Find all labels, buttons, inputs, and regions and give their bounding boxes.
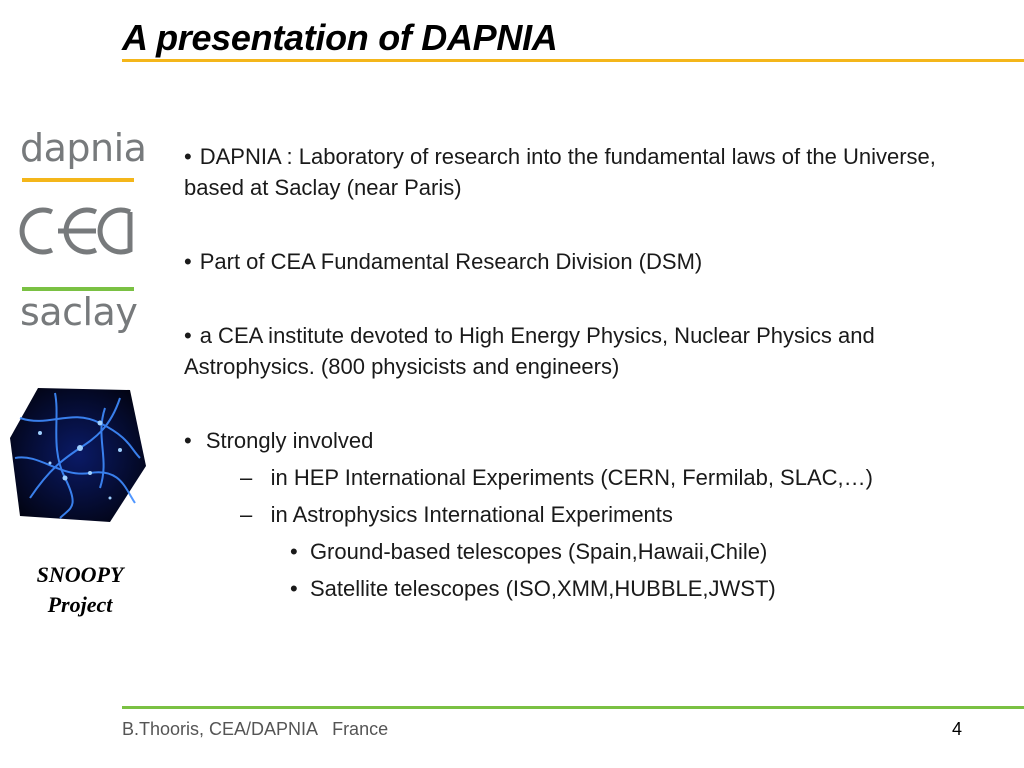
slide-title: A presentation of DAPNIA — [122, 17, 558, 58]
bullet-text: DAPNIA : Laboratory of research into the fundamental laws of the Universe, based at Saclay (near Paris) — [184, 144, 936, 200]
sub-sub-bullet-item — [184, 573, 974, 604]
bullet-item — [184, 425, 974, 456]
bullet-item — [184, 246, 974, 277]
footer-author: B.Thooris, CEA/DAPNIA France — [122, 719, 389, 739]
sub-sub-bullet-text: Ground-based telescopes (Spain,Hawaii,Chile) — [309, 539, 768, 564]
page-number: 4 — [952, 719, 963, 739]
sub-bullet-text: in HEP International Experiments (CERN, Fermilab, SLAC,…) — [270, 465, 873, 490]
sub-bullet-item — [184, 499, 974, 530]
bullet-item — [184, 141, 974, 203]
bullet-marker: • — [290, 539, 298, 564]
bullet-marker: • — [290, 576, 298, 601]
saclay-logo: saclay — [20, 290, 138, 334]
footer-rule — [122, 706, 1024, 709]
bullet-text: a CEA institute devoted to High Energy Physics, Nuclear Physics and Astrophysics. (800 physicists and engineers) — [184, 323, 875, 379]
sub-bullet-item — [184, 462, 974, 493]
snoopy-simulation-image — [10, 388, 146, 522]
sub-sub-bullet-item — [184, 536, 974, 567]
dash-marker: – — [240, 502, 253, 527]
cea-logo — [18, 202, 136, 260]
bullet-marker: • — [184, 323, 192, 348]
bullet-marker: • — [184, 144, 192, 169]
dapnia-logo: dapnia — [20, 126, 147, 170]
bullet-marker: • — [184, 249, 192, 274]
bullet-item — [184, 320, 974, 382]
bullet-marker: • — [184, 428, 192, 453]
dash-marker: – — [240, 465, 253, 490]
title-underline — [122, 59, 1024, 62]
sub-bullet-text: in Astrophysics International Experiments — [270, 502, 673, 527]
bullet-text: Strongly involved — [199, 428, 374, 453]
snoopy-caption-line2: Project — [47, 592, 113, 617]
bullet-list — [184, 141, 974, 604]
logo-divider-orange — [22, 178, 134, 182]
sub-sub-bullet-text: Satellite telescopes (ISO,XMM,HUBBLE,JWST) — [309, 576, 776, 601]
bullet-text: Part of CEA Fundamental Research Division (DSM) — [199, 249, 703, 274]
snoopy-caption-line1: SNOOPY — [36, 562, 124, 587]
